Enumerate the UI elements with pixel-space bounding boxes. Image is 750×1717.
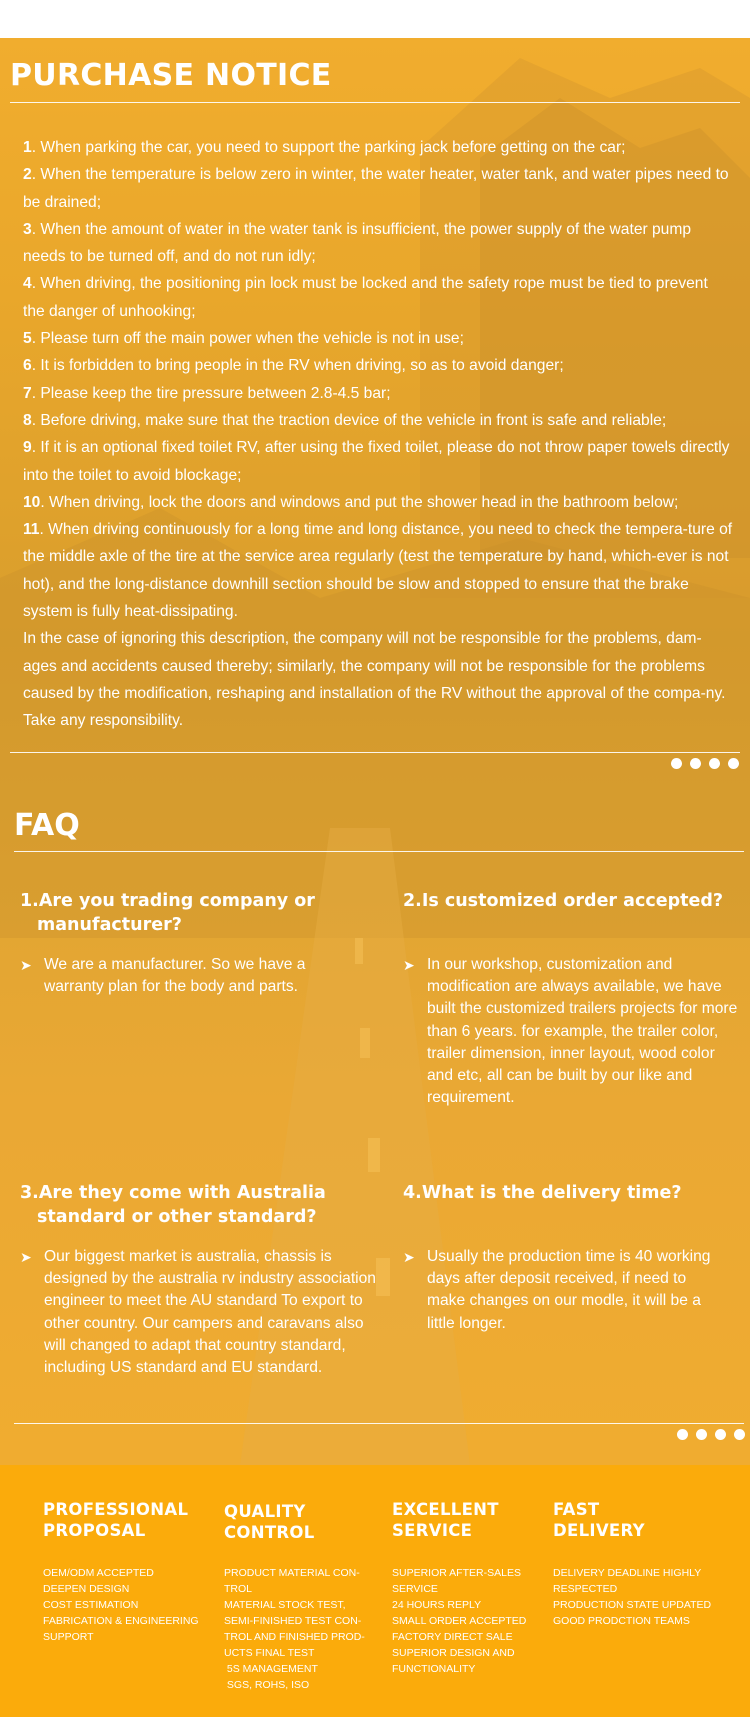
faq-question: 1.Are you trading company or manufacturer?: [20, 891, 315, 935]
decorative-dots: [671, 758, 739, 769]
feature-list: OEM/ODM ACCEPTED DEEPEN DESIGN COST ESTIMATION FABRICATION & ENGINEERING SUPPORT: [43, 1567, 199, 1643]
feature-excellent-service: [392, 1499, 542, 1677]
list-item: 3. When the amount of water in the water tank is insufficient, the power supply of the water pump needs to be turned off, and do not run idly;: [23, 220, 692, 266]
list-item: 2. When the temperature is below zero in winter, the water heater, water tank, and water pipes need to be drained;: [23, 166, 729, 211]
arrow-icon: ➤: [20, 957, 32, 973]
feature-title: PROFESSIONAL PROPOSAL: [43, 1500, 189, 1540]
feature-list: PRODUCT MATERIAL CON- TROL MATERIAL STOCK TEST, SEMI-FINISHED TEST CON- TROL AND FINISHED PROD- UCTS FINAL TEST 5S MANAGEMENT SGS, ROHS, ISO: [224, 1567, 365, 1691]
list-item: 11. When driving continuously for a long time and long distance, you need to check the tempera-ture of the middle axle of the tire at the service area regularly (test the temperature by hand, which-ever is not hot), and the long-distance downhill section should be slow and stopped to ensure that the brake system is fully heat-dissipating.: [23, 521, 733, 621]
divider: [10, 102, 740, 103]
faq-answer: ➤ In our workshop, customization and modification are always available, we have built the customized trailers projects for more than 6 years. for example, the trailer color, trailer dimension, inner layout, wood color and etc, all can be built by our like and requirement.: [403, 954, 745, 1109]
feature-list: DELIVERY DEADLINE HIGHLY RESPECTED PRODUCTION STATE UPDATED GOOD PRODCTION TEAMS: [553, 1567, 712, 1627]
arrow-icon: ➤: [403, 957, 415, 973]
purchase-notice-title: PURCHASE NOTICE: [10, 58, 332, 93]
purchase-notice-list: [23, 134, 733, 735]
list-item: 6. It is forbidden to bring people in the RV when driving, so as to avoid danger;: [23, 357, 564, 375]
faq-question: 4.What is the delivery time?: [403, 1183, 682, 1203]
feature-list: SUPERIOR AFTER-SALES SERVICE 24 HOURS REPLY SMALL ORDER ACCEPTED FACTORY DIRECT SALE SUPERIOR DESIGN AND FUNCTIONALITY: [392, 1567, 527, 1675]
divider: [14, 851, 744, 852]
disclaimer: In the case of ignoring this description, the company will not be responsible for the problems, dam-ages and accidents caused thereby; similarly, the company will not be responsible for the problems caused by the modification, reshaping and installation of the RV without the approval of the compa-ny. Take any responsibility.: [23, 630, 726, 730]
list-item: 5. Please turn off the main power when the vehicle is not in use;: [23, 330, 464, 348]
faq-question: 2.Is customized order accepted?: [403, 891, 724, 911]
arrow-icon: ➤: [403, 1249, 415, 1265]
list-item: 10. When driving, lock the doors and windows and put the shower head in the bathroom below;: [23, 493, 679, 511]
feature-title: FAST DELIVERY: [553, 1500, 645, 1540]
arrow-icon: ➤: [20, 1249, 32, 1265]
feature-fast-delivery: [553, 1499, 743, 1629]
faq-answer: ➤ Our biggest market is australia, chassis is designed by the australia rv industry association engineer to meet the AU standard To export to other country. Our campers and caravans also will changed to adapt that country standard, including US standard and EU standard.: [20, 1246, 385, 1379]
list-item: 9. If it is an optional fixed toilet RV, after using the fixed toilet, please do not throw paper towels directly into the toilet to avoid blockage;: [23, 439, 730, 484]
faq-question: 3.Are they come with Australia standard or other standard?: [20, 1183, 326, 1227]
divider: [14, 1423, 744, 1424]
list-item: 4. When driving, the positioning pin lock must be locked and the safety rope must be tied to prevent the danger of unhooking;: [23, 275, 708, 320]
feature-title: QUALITY CONTROL: [224, 1502, 315, 1542]
divider: [10, 752, 740, 753]
feature-quality-control: [224, 1499, 374, 1693]
faq-answer: ➤ We are a manufacturer. So we have a warranty plan for the body and parts.: [20, 954, 355, 998]
list-item: 7. Please keep the tire pressure between 2.8-4.5 bar;: [23, 384, 391, 402]
feature-title: EXCELLENT SERVICE: [392, 1500, 499, 1540]
faq-title: FAQ: [14, 808, 80, 843]
list-item: 8. Before driving, make sure that the traction device of the vehicle in front is safe and reliable;: [23, 411, 667, 429]
decorative-dots: [677, 1429, 745, 1440]
features-footer: [0, 1465, 750, 1717]
feature-professional-proposal: [43, 1499, 208, 1645]
list-item: 1. When parking the car, you need to support the parking jack before getting on the car;: [23, 139, 626, 156]
faq-answer: ➤ Usually the production time is 40 working days after deposit received, if need to make changes on our modle, it will be a little longer.: [403, 1246, 723, 1335]
